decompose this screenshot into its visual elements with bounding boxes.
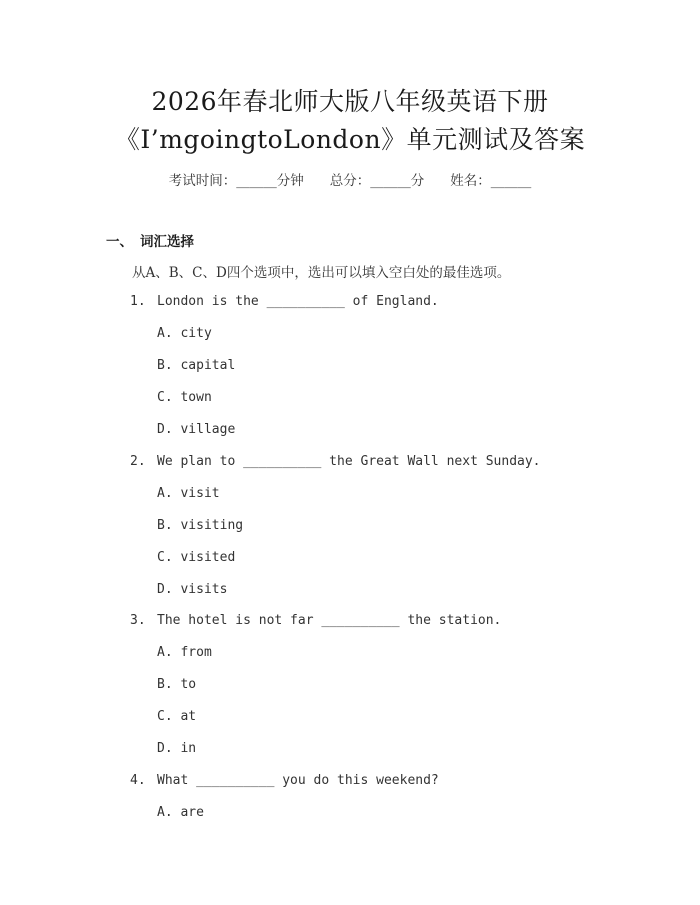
question-text: We plan to __________ the Great Wall next Sunday. [157, 454, 541, 469]
question-number: 1. [130, 294, 146, 309]
question-3 [130, 613, 501, 628]
question-1 [130, 294, 439, 309]
option-1c: C. town [157, 390, 212, 405]
student-name-label: 姓名：______ [450, 173, 532, 189]
document-title-line2: 《I’mgoingtoLondon》单元测试及答案 [114, 125, 586, 154]
question-number: 4. [130, 773, 146, 788]
question-number: 3. [130, 613, 146, 628]
option-3a: A. from [157, 645, 212, 660]
exam-time-label: 考试时间：______分钟 [168, 173, 304, 189]
section-instruction: 从A、B、C、D四个选项中，选出可以填入空白处的最佳选项。 [132, 265, 511, 281]
option-1b: B. capital [157, 358, 236, 373]
question-2 [130, 454, 541, 469]
option-3b: B. to [157, 677, 197, 692]
option-3c: C. at [157, 709, 197, 724]
option-4a: A. are [157, 805, 204, 820]
option-1a: A. city [157, 326, 212, 341]
option-1d: D. village [157, 422, 236, 437]
section-heading [106, 230, 194, 250]
question-text: London is the __________ of England. [157, 294, 439, 309]
question-text: The hotel is not far __________ the station. [157, 613, 502, 628]
option-2c: C. visited [157, 550, 236, 565]
section-number: 一、 [106, 234, 133, 250]
section-title: 词汇选择 [140, 234, 194, 250]
option-2b: B. visiting [157, 518, 244, 533]
option-2a: A. visit [157, 486, 220, 501]
question-text: What __________ you do this weekend? [157, 773, 439, 788]
total-score-label: 总分：______分 [329, 173, 425, 189]
question-4 [130, 773, 439, 788]
exam-meta [0, 169, 700, 189]
option-3d: D. in [157, 741, 197, 756]
document-title-line1: 2026年春北师大版八年级英语下册 [151, 87, 549, 116]
option-2d: D. visits [157, 582, 228, 597]
question-number: 2. [130, 454, 146, 469]
